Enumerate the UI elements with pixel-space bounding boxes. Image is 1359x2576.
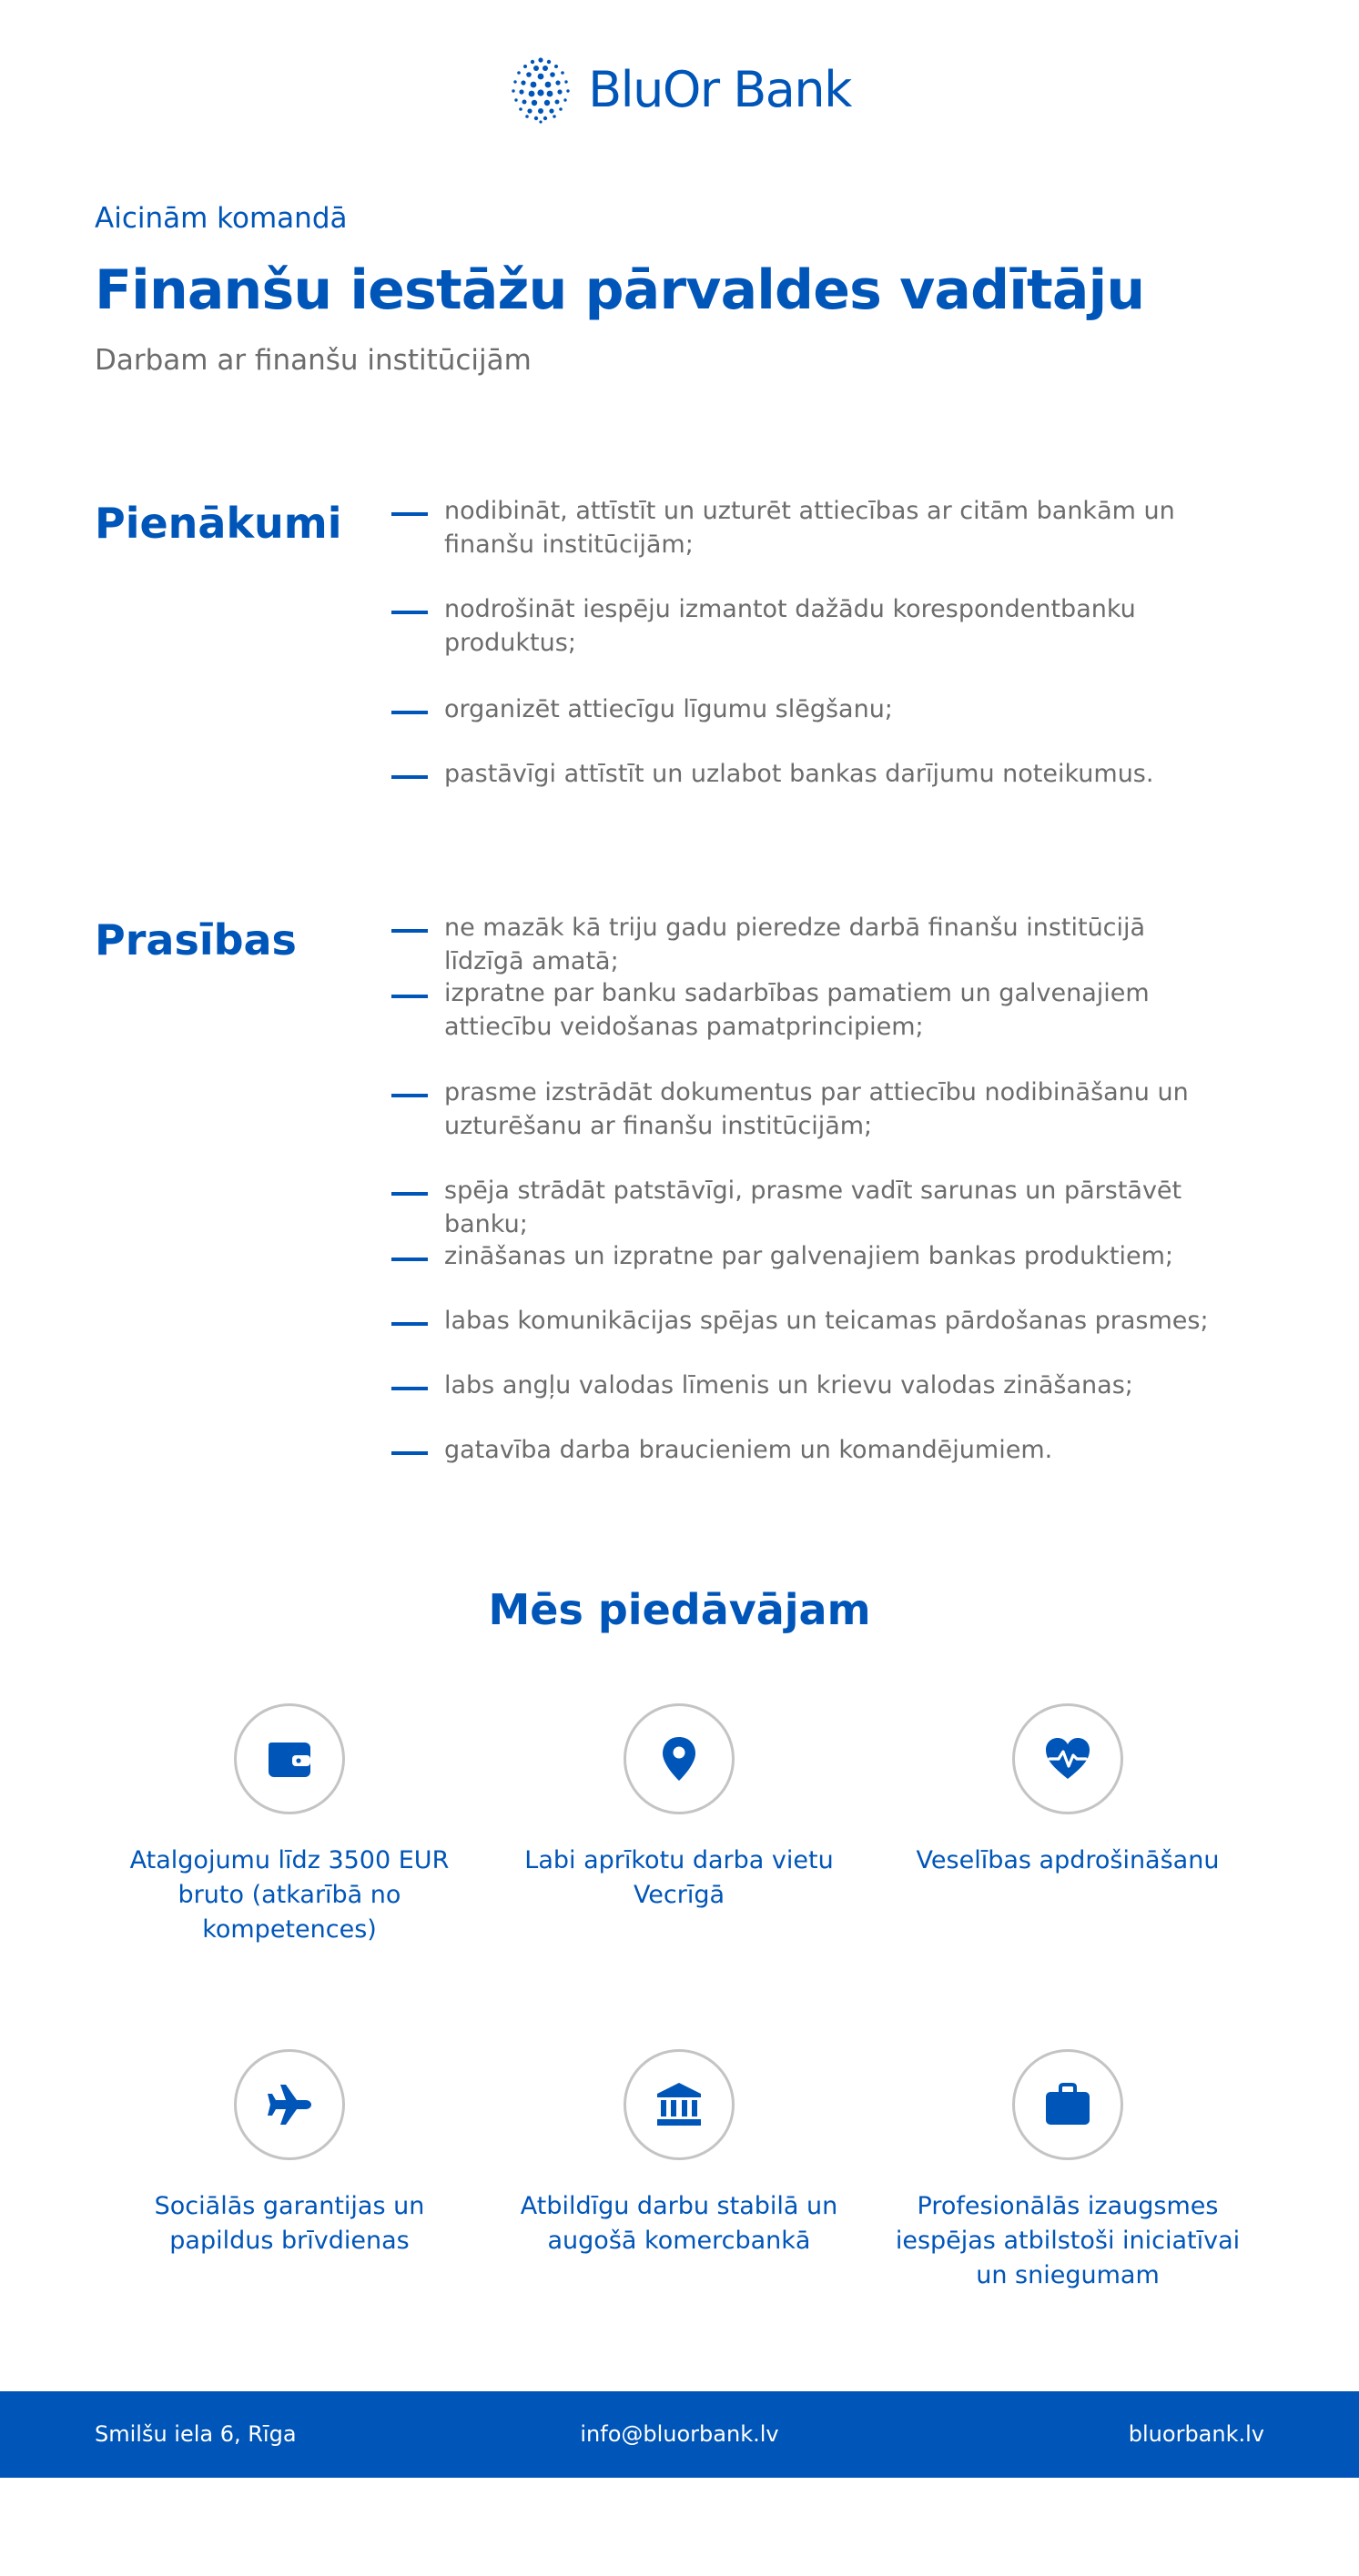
logo-dots-icon	[508, 55, 573, 124]
requirement-text: labs angļu valodas līmenis un krievu valodas zināšanas;	[444, 1371, 1133, 1399]
offer-item	[117, 1703, 462, 1947]
location-pin-icon	[654, 1733, 705, 1784]
dash-icon	[391, 1387, 428, 1390]
offer-icon-circle	[234, 2049, 345, 2160]
offer-icon-circle	[624, 1703, 735, 1814]
dash-icon	[391, 929, 428, 933]
offer-heading: Mēs piedāvājam	[488, 1585, 871, 1634]
footer-address: Smilšu iela 6, Rīga	[95, 2421, 297, 2447]
job-title: Finanšu iestāžu pārvaldes vadītāju	[95, 258, 1145, 322]
offer-icon-circle	[624, 2049, 735, 2160]
dash-icon	[391, 711, 428, 714]
dash-icon	[391, 1451, 428, 1455]
duty-text: nodrošināt iespēju izmantot dažādu korespondentbanku produktus;	[444, 595, 1136, 657]
requirement-item	[391, 976, 1229, 1044]
logo-wordmark: BluOr Bank	[588, 60, 851, 118]
dash-icon	[391, 1258, 428, 1261]
requirement-text: prasme izstrādāt dokumentus par attiecību nodibināšanu un uzturēšanu ar finanšu institūcijām;	[444, 1078, 1189, 1140]
offer-label: Profesionālās izaugsmes iespējas atbilstoši iniciatīvai un sniegumam	[895, 2192, 1241, 2289]
dash-icon	[391, 775, 428, 779]
duty-item	[391, 592, 1229, 660]
offer-item	[117, 2049, 462, 2258]
offer-item	[506, 1703, 852, 1913]
offer-item	[506, 2049, 852, 2258]
requirements-heading: Prasības	[95, 915, 297, 965]
airplane-icon	[264, 2079, 315, 2130]
dash-icon	[391, 512, 428, 516]
duty-item	[391, 494, 1229, 561]
heart-pulse-icon	[1042, 1733, 1093, 1784]
offer-label: Labi aprīkotu darba vietu Vecrīgā	[524, 1846, 834, 1909]
footer-website-link[interactable]: bluorbank.lv	[1128, 2421, 1264, 2447]
requirement-item	[391, 1076, 1229, 1143]
dash-icon	[391, 995, 428, 998]
offer-item	[895, 2049, 1241, 2293]
requirement-text: zināšanas un izpratne par galvenajiem bankas produktiem;	[444, 1242, 1174, 1270]
bank-building-icon	[654, 2079, 705, 2130]
job-subtitle: Darbam ar finanšu institūcijām	[95, 344, 532, 377]
duty-text: nodibināt, attīstīt un uzturēt attiecības ar citām bankām un finanšu institūcijām;	[444, 497, 1175, 559]
offer-item	[895, 1703, 1241, 1878]
requirement-item	[391, 1433, 1229, 1467]
duty-item	[391, 692, 1229, 726]
briefcase-icon	[1042, 2079, 1093, 2130]
duty-text: organizēt attiecīgu līgumu slēgšanu;	[444, 695, 893, 723]
dash-icon	[391, 611, 428, 614]
footer-email-link[interactable]: info@bluorbank.lv	[580, 2421, 779, 2447]
offer-icon-circle	[234, 1703, 345, 1814]
offer-label: Atbildīgu darbu stabilā un augošā komercbankā	[520, 2192, 838, 2255]
offer-label: Veselības apdrošināšanu	[916, 1846, 1220, 1874]
offer-icon-circle	[1012, 2049, 1123, 2160]
offer-icon-circle	[1012, 1703, 1123, 1814]
duties-heading: Pienākumi	[95, 499, 342, 548]
requirement-text: labas komunikācijas spējas un teicamas pārdošanas prasmes;	[444, 1307, 1209, 1335]
footer	[0, 2391, 1359, 2478]
dash-icon	[391, 1094, 428, 1097]
dash-icon	[391, 1192, 428, 1196]
requirement-text: izpratne par banku sadarbības pamatiem un galvenajiem attiecību veidošanas pamatprincipiem;	[444, 979, 1150, 1041]
requirement-text: gatavība darba braucieniem un komandējumiem.	[444, 1436, 1053, 1464]
requirement-text: spēja strādāt patstāvīgi, prasme vadīt sarunas un pārstāvēt banku;	[444, 1177, 1182, 1238]
dash-icon	[391, 1322, 428, 1326]
wallet-icon	[264, 1733, 315, 1784]
requirement-item	[391, 1304, 1229, 1338]
offer-label: Atalgojumu līdz 3500 EUR bruto (atkarībā no kompetences)	[129, 1846, 450, 1944]
duty-text: pastāvīgi attīstīt un uzlabot bankas darījumu noteikumus.	[444, 760, 1154, 788]
requirement-item	[391, 1369, 1229, 1402]
requirement-item	[391, 1174, 1229, 1241]
duty-item	[391, 757, 1229, 791]
requirement-item	[391, 1239, 1229, 1273]
invite-text: Aicinām komandā	[95, 202, 348, 235]
requirement-text: ne mazāk kā triju gadu pieredze darbā finanšu institūcijā līdzīgā amatā;	[444, 914, 1146, 975]
bank-logo	[0, 53, 1359, 126]
offer-label: Sociālās garantijas un papildus brīvdienas	[154, 2192, 425, 2255]
requirement-item	[391, 911, 1229, 978]
